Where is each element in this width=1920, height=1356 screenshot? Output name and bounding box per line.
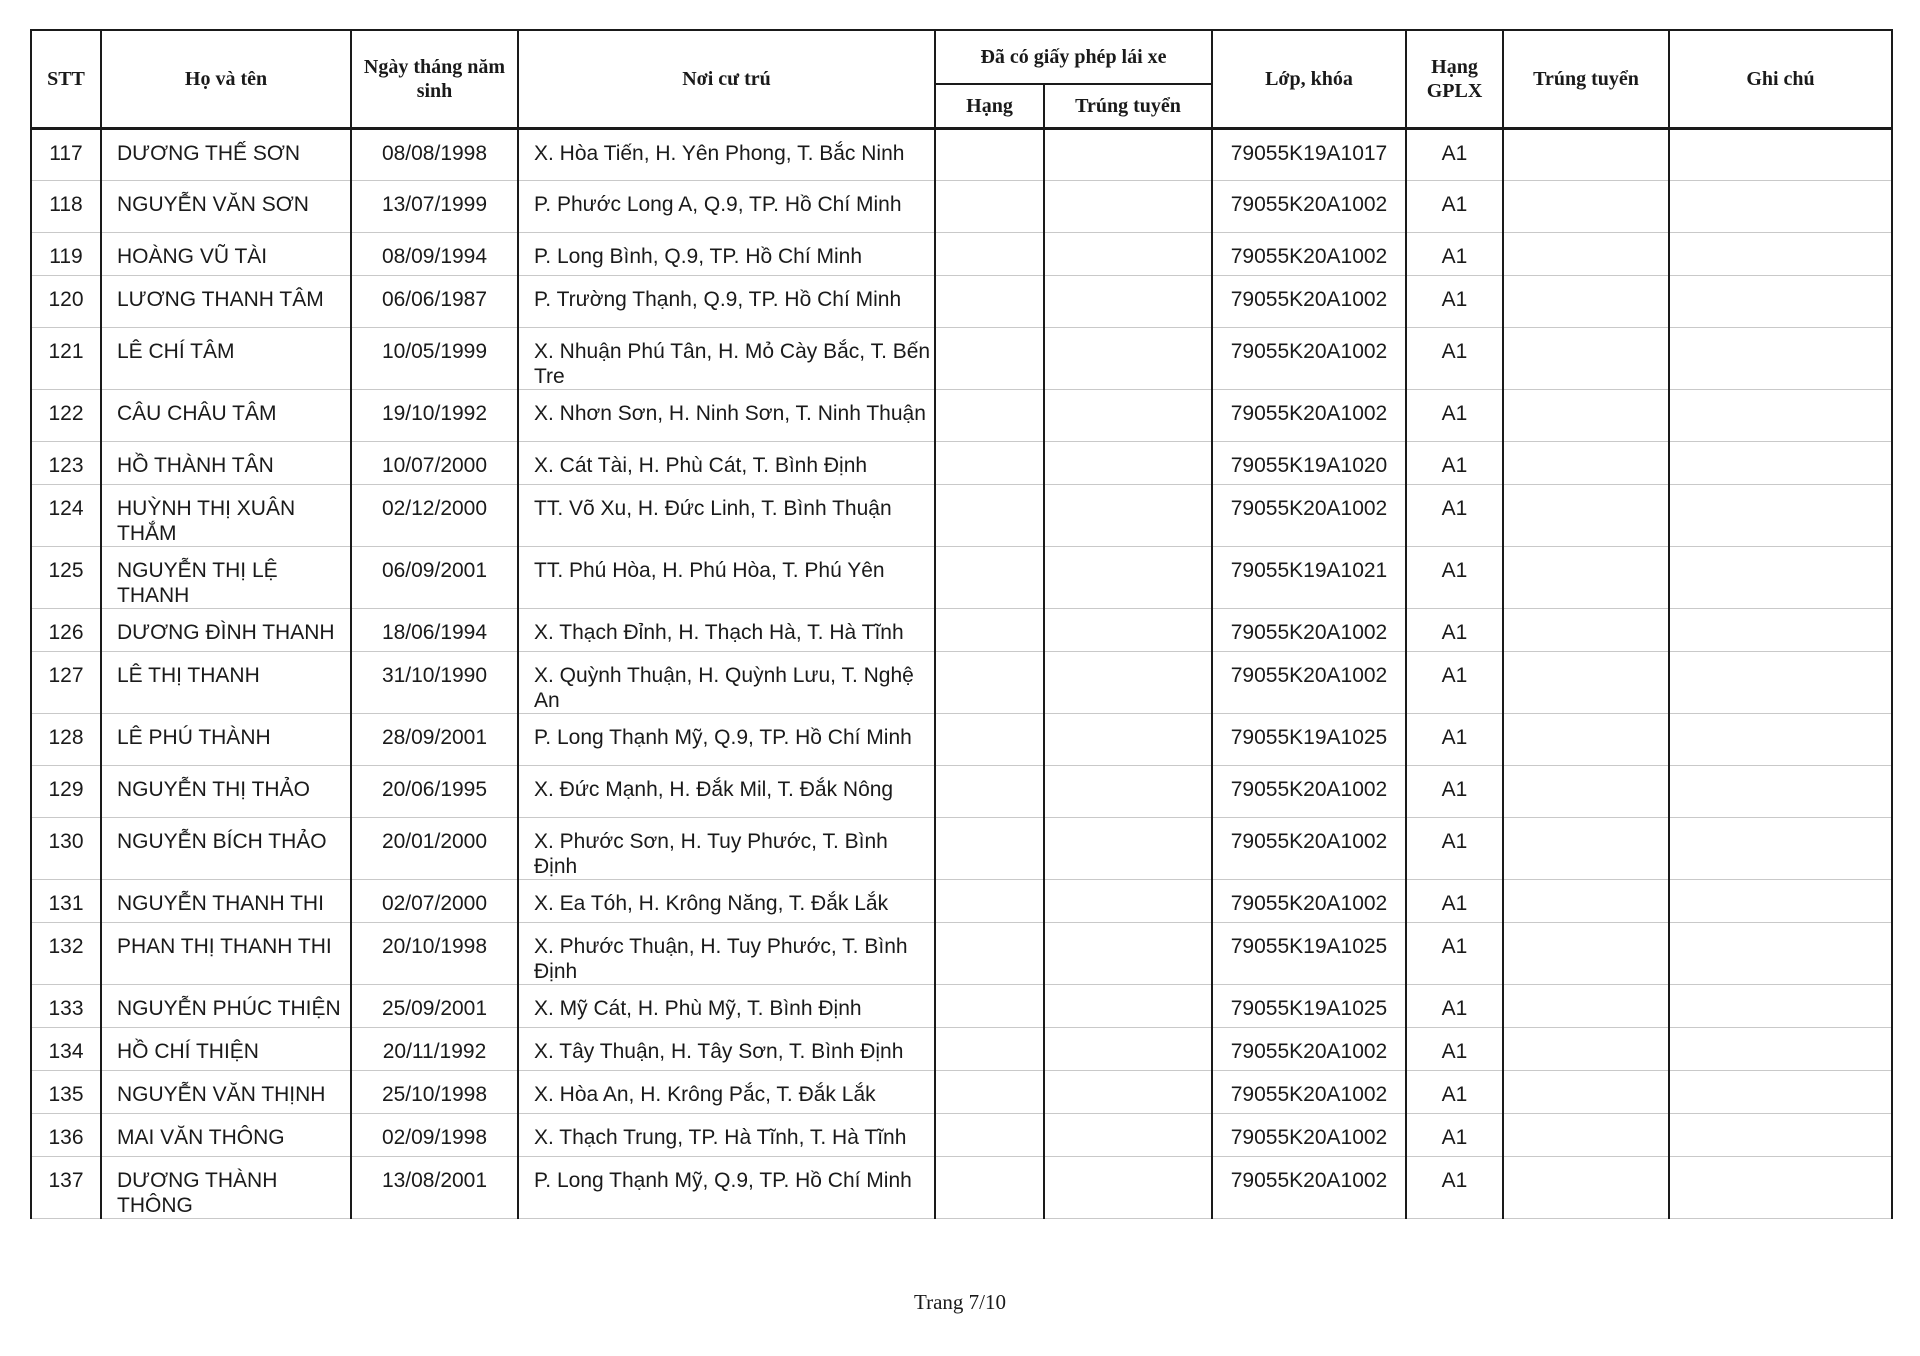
- cell-dob: 20/01/2000: [351, 818, 518, 880]
- cell-notes: [1669, 880, 1892, 923]
- cell-license-pass: [1044, 390, 1212, 442]
- cell-course: 79055K20A1002: [1212, 609, 1406, 652]
- table-row: [31, 880, 1892, 923]
- cell-name: LÊ CHÍ TÂM: [101, 328, 351, 390]
- header-license-class: Hạng: [935, 84, 1044, 129]
- cell-license-class: [935, 485, 1044, 547]
- table-row: [31, 181, 1892, 233]
- cell-passed: [1503, 129, 1669, 181]
- cell-license-class: [935, 233, 1044, 276]
- cell-license-pass: [1044, 714, 1212, 766]
- cell-dob: 28/09/2001: [351, 714, 518, 766]
- cell-license-class: [935, 985, 1044, 1028]
- cell-stt: 121: [31, 328, 101, 390]
- cell-passed: [1503, 818, 1669, 880]
- table-row: [31, 547, 1892, 609]
- cell-license-pass: [1044, 547, 1212, 609]
- cell-license-class: [935, 1028, 1044, 1071]
- cell-gplx: A1: [1406, 609, 1503, 652]
- cell-license-pass: [1044, 1157, 1212, 1219]
- cell-name: NGUYỄN VĂN THỊNH: [101, 1071, 351, 1114]
- cell-name: HỒ THÀNH TÂN: [101, 442, 351, 485]
- cell-license-class: [935, 328, 1044, 390]
- cell-dob: 13/08/2001: [351, 1157, 518, 1219]
- table-row: [31, 276, 1892, 328]
- cell-passed: [1503, 547, 1669, 609]
- cell-stt: 118: [31, 181, 101, 233]
- cell-license-class: [935, 609, 1044, 652]
- cell-name: DƯƠNG THÀNH THÔNG: [101, 1157, 351, 1219]
- table-row: [31, 985, 1892, 1028]
- cell-name: LÊ THỊ THANH: [101, 652, 351, 714]
- cell-license-class: [935, 1071, 1044, 1114]
- cell-license-pass: [1044, 609, 1212, 652]
- header-stt: STT: [31, 30, 101, 129]
- cell-passed: [1503, 390, 1669, 442]
- table-row: [31, 485, 1892, 547]
- cell-gplx: A1: [1406, 766, 1503, 818]
- cell-address: X. Phước Thuận, H. Tuy Phước, T. Bình Định: [518, 923, 935, 985]
- cell-address: X. Nhơn Sơn, H. Ninh Sơn, T. Ninh Thuận: [518, 390, 935, 442]
- cell-name: HOÀNG VŨ TÀI: [101, 233, 351, 276]
- cell-stt: 131: [31, 880, 101, 923]
- cell-stt: 129: [31, 766, 101, 818]
- cell-address: X. Hòa Tiến, H. Yên Phong, T. Bắc Ninh: [518, 129, 935, 181]
- cell-passed: [1503, 766, 1669, 818]
- cell-stt: 135: [31, 1071, 101, 1114]
- cell-name: NGUYỄN THỊ THẢO: [101, 766, 351, 818]
- cell-dob: 06/09/2001: [351, 547, 518, 609]
- cell-address: P. Phước Long A, Q.9, TP. Hồ Chí Minh: [518, 181, 935, 233]
- cell-license-class: [935, 181, 1044, 233]
- cell-license-pass: [1044, 652, 1212, 714]
- cell-course: 79055K19A1017: [1212, 129, 1406, 181]
- cell-stt: 122: [31, 390, 101, 442]
- cell-name: DƯƠNG ĐÌNH THANH: [101, 609, 351, 652]
- cell-gplx: A1: [1406, 328, 1503, 390]
- cell-name: LÊ PHÚ THÀNH: [101, 714, 351, 766]
- header-residence: Nơi cư trú: [518, 30, 935, 129]
- cell-passed: [1503, 985, 1669, 1028]
- cell-dob: 08/09/1994: [351, 233, 518, 276]
- cell-name: CÂU CHÂU TÂM: [101, 390, 351, 442]
- cell-name: NGUYỄN THỊ LỆ THANH: [101, 547, 351, 609]
- table-row: [31, 328, 1892, 390]
- table-row: [31, 233, 1892, 276]
- cell-notes: [1669, 129, 1892, 181]
- cell-stt: 123: [31, 442, 101, 485]
- cell-address: X. Phước Sơn, H. Tuy Phước, T. Bình Định: [518, 818, 935, 880]
- cell-passed: [1503, 181, 1669, 233]
- cell-stt: 137: [31, 1157, 101, 1219]
- cell-license-class: [935, 129, 1044, 181]
- cell-name: DƯƠNG THẾ SƠN: [101, 129, 351, 181]
- cell-passed: [1503, 923, 1669, 985]
- cell-notes: [1669, 328, 1892, 390]
- table-header: [31, 30, 1892, 129]
- cell-address: X. Thạch Đỉnh, H. Thạch Hà, T. Hà Tĩnh: [518, 609, 935, 652]
- header-class-course: Lớp, khóa: [1212, 30, 1406, 129]
- cell-dob: 02/12/2000: [351, 485, 518, 547]
- cell-license-class: [935, 1114, 1044, 1157]
- cell-stt: 125: [31, 547, 101, 609]
- table-row: [31, 923, 1892, 985]
- cell-notes: [1669, 547, 1892, 609]
- cell-passed: [1503, 714, 1669, 766]
- cell-dob: 20/11/1992: [351, 1028, 518, 1071]
- cell-gplx: A1: [1406, 985, 1503, 1028]
- cell-stt: 126: [31, 609, 101, 652]
- table-row: [31, 818, 1892, 880]
- cell-notes: [1669, 276, 1892, 328]
- cell-license-class: [935, 390, 1044, 442]
- cell-dob: 02/09/1998: [351, 1114, 518, 1157]
- cell-license-pass: [1044, 485, 1212, 547]
- cell-stt: 120: [31, 276, 101, 328]
- cell-course: 79055K19A1025: [1212, 923, 1406, 985]
- cell-gplx: A1: [1406, 547, 1503, 609]
- cell-dob: 06/06/1987: [351, 276, 518, 328]
- cell-course: 79055K20A1002: [1212, 818, 1406, 880]
- cell-gplx: A1: [1406, 1114, 1503, 1157]
- cell-name: NGUYỄN PHÚC THIỆN: [101, 985, 351, 1028]
- cell-passed: [1503, 609, 1669, 652]
- cell-license-pass: [1044, 985, 1212, 1028]
- cell-stt: 119: [31, 233, 101, 276]
- cell-address: X. Tây Thuận, H. Tây Sơn, T. Bình Định: [518, 1028, 935, 1071]
- cell-course: 79055K20A1002: [1212, 390, 1406, 442]
- cell-notes: [1669, 652, 1892, 714]
- cell-name: NGUYỄN THANH THI: [101, 880, 351, 923]
- cell-gplx: A1: [1406, 276, 1503, 328]
- cell-notes: [1669, 1071, 1892, 1114]
- cell-dob: 25/10/1998: [351, 1071, 518, 1114]
- cell-address: X. Cát Tài, H. Phù Cát, T. Bình Định: [518, 442, 935, 485]
- cell-course: 79055K19A1021: [1212, 547, 1406, 609]
- table-row: [31, 390, 1892, 442]
- cell-name: LƯƠNG THANH TÂM: [101, 276, 351, 328]
- cell-course: 79055K20A1002: [1212, 328, 1406, 390]
- cell-license-pass: [1044, 923, 1212, 985]
- cell-stt: 128: [31, 714, 101, 766]
- cell-dob: 20/10/1998: [351, 923, 518, 985]
- cell-dob: 10/07/2000: [351, 442, 518, 485]
- cell-name: HỒ CHÍ THIỆN: [101, 1028, 351, 1071]
- cell-address: X. Quỳnh Thuận, H. Quỳnh Lưu, T. Nghệ An: [518, 652, 935, 714]
- cell-course: 79055K20A1002: [1212, 1114, 1406, 1157]
- cell-dob: 13/07/1999: [351, 181, 518, 233]
- cell-course: 79055K20A1002: [1212, 880, 1406, 923]
- table-row: [31, 1028, 1892, 1071]
- cell-license-class: [935, 652, 1044, 714]
- cell-gplx: A1: [1406, 923, 1503, 985]
- cell-gplx: A1: [1406, 1028, 1503, 1071]
- cell-notes: [1669, 1028, 1892, 1071]
- cell-stt: 117: [31, 129, 101, 181]
- cell-license-class: [935, 276, 1044, 328]
- cell-name: HUỲNH THỊ XUÂN THẮM: [101, 485, 351, 547]
- cell-address: P. Long Thạnh Mỹ, Q.9, TP. Hồ Chí Minh: [518, 714, 935, 766]
- cell-gplx: A1: [1406, 442, 1503, 485]
- cell-stt: 132: [31, 923, 101, 985]
- cell-passed: [1503, 1028, 1669, 1071]
- cell-address: P. Long Thạnh Mỹ, Q.9, TP. Hồ Chí Minh: [518, 1157, 935, 1219]
- cell-license-class: [935, 714, 1044, 766]
- header-dob: Ngày tháng năm sinh: [351, 30, 518, 129]
- cell-license-pass: [1044, 442, 1212, 485]
- cell-license-pass: [1044, 880, 1212, 923]
- table-row: [31, 714, 1892, 766]
- header-name: Họ và tên: [101, 30, 351, 129]
- cell-course: 79055K19A1025: [1212, 985, 1406, 1028]
- cell-license-class: [935, 766, 1044, 818]
- cell-course: 79055K20A1002: [1212, 485, 1406, 547]
- cell-notes: [1669, 818, 1892, 880]
- cell-address: X. Thạch Trung, TP. Hà Tĩnh, T. Hà Tĩnh: [518, 1114, 935, 1157]
- cell-notes: [1669, 181, 1892, 233]
- cell-notes: [1669, 1157, 1892, 1219]
- cell-course: 79055K20A1002: [1212, 1028, 1406, 1071]
- cell-dob: 10/05/1999: [351, 328, 518, 390]
- header-notes: Ghi chú: [1669, 30, 1892, 129]
- table-row: [31, 1114, 1892, 1157]
- cell-notes: [1669, 1114, 1892, 1157]
- cell-notes: [1669, 390, 1892, 442]
- cell-passed: [1503, 442, 1669, 485]
- cell-gplx: A1: [1406, 233, 1503, 276]
- cell-license-pass: [1044, 328, 1212, 390]
- cell-course: 79055K20A1002: [1212, 1157, 1406, 1219]
- cell-license-pass: [1044, 1071, 1212, 1114]
- cell-gplx: A1: [1406, 1071, 1503, 1114]
- cell-name: PHAN THỊ THANH THI: [101, 923, 351, 985]
- cell-address: X. Đức Mạnh, H. Đắk Mil, T. Đắk Nông: [518, 766, 935, 818]
- cell-notes: [1669, 233, 1892, 276]
- cell-gplx: A1: [1406, 880, 1503, 923]
- cell-license-class: [935, 442, 1044, 485]
- cell-address: X. Mỹ Cát, H. Phù Mỹ, T. Bình Định: [518, 985, 935, 1028]
- cell-dob: 02/07/2000: [351, 880, 518, 923]
- cell-license-pass: [1044, 129, 1212, 181]
- cell-course: 79055K20A1002: [1212, 1071, 1406, 1114]
- cell-notes: [1669, 609, 1892, 652]
- cell-gplx: A1: [1406, 1157, 1503, 1219]
- cell-stt: 124: [31, 485, 101, 547]
- cell-dob: 20/06/1995: [351, 766, 518, 818]
- cell-passed: [1503, 276, 1669, 328]
- cell-license-pass: [1044, 818, 1212, 880]
- table-row: [31, 652, 1892, 714]
- cell-stt: 127: [31, 652, 101, 714]
- cell-license-class: [935, 923, 1044, 985]
- table-body: [31, 129, 1892, 1219]
- cell-name: MAI VĂN THÔNG: [101, 1114, 351, 1157]
- cell-passed: [1503, 233, 1669, 276]
- cell-stt: 130: [31, 818, 101, 880]
- cell-passed: [1503, 328, 1669, 390]
- cell-stt: 136: [31, 1114, 101, 1157]
- cell-gplx: A1: [1406, 181, 1503, 233]
- cell-name: NGUYỄN VĂN SƠN: [101, 181, 351, 233]
- cell-dob: 31/10/1990: [351, 652, 518, 714]
- cell-stt: 134: [31, 1028, 101, 1071]
- table-row: [31, 609, 1892, 652]
- cell-notes: [1669, 442, 1892, 485]
- cell-course: 79055K20A1002: [1212, 276, 1406, 328]
- cell-license-pass: [1044, 276, 1212, 328]
- cell-name: NGUYỄN BÍCH THẢO: [101, 818, 351, 880]
- cell-passed: [1503, 1071, 1669, 1114]
- cell-passed: [1503, 880, 1669, 923]
- cell-gplx: A1: [1406, 652, 1503, 714]
- cell-address: X. Ea Tóh, H. Krông Năng, T. Đắk Lắk: [518, 880, 935, 923]
- cell-dob: 18/06/1994: [351, 609, 518, 652]
- cell-gplx: A1: [1406, 818, 1503, 880]
- header-license-pass: Trúng tuyển: [1044, 84, 1212, 129]
- cell-dob: 08/08/1998: [351, 129, 518, 181]
- table-row: [31, 766, 1892, 818]
- cell-gplx: A1: [1406, 129, 1503, 181]
- cell-license-class: [935, 880, 1044, 923]
- cell-gplx: A1: [1406, 390, 1503, 442]
- cell-dob: 25/09/2001: [351, 985, 518, 1028]
- header-gplx-class: Hạng GPLX: [1406, 30, 1503, 129]
- table-row: [31, 442, 1892, 485]
- cell-address: P. Long Bình, Q.9, TP. Hồ Chí Minh: [518, 233, 935, 276]
- cell-passed: [1503, 485, 1669, 547]
- cell-notes: [1669, 766, 1892, 818]
- cell-address: X. Hòa An, H. Krông Pắc, T. Đắk Lắk: [518, 1071, 935, 1114]
- cell-notes: [1669, 714, 1892, 766]
- cell-license-class: [935, 818, 1044, 880]
- cell-course: 79055K20A1002: [1212, 766, 1406, 818]
- cell-address: TT. Phú Hòa, H. Phú Hòa, T. Phú Yên: [518, 547, 935, 609]
- cell-course: 79055K20A1002: [1212, 181, 1406, 233]
- cell-course: 79055K20A1002: [1212, 652, 1406, 714]
- cell-gplx: A1: [1406, 714, 1503, 766]
- table-row: [31, 129, 1892, 181]
- cell-address: X. Nhuận Phú Tân, H. Mỏ Cày Bắc, T. Bến Tre: [518, 328, 935, 390]
- cell-notes: [1669, 485, 1892, 547]
- cell-passed: [1503, 652, 1669, 714]
- cell-license-pass: [1044, 181, 1212, 233]
- cell-notes: [1669, 985, 1892, 1028]
- table-row: [31, 1157, 1892, 1219]
- cell-gplx: A1: [1406, 485, 1503, 547]
- table-row: [31, 1071, 1892, 1114]
- cell-passed: [1503, 1157, 1669, 1219]
- candidate-table: [30, 29, 1893, 1219]
- cell-course: 79055K20A1002: [1212, 233, 1406, 276]
- cell-license-class: [935, 547, 1044, 609]
- cell-passed: [1503, 1114, 1669, 1157]
- cell-license-pass: [1044, 1114, 1212, 1157]
- cell-license-pass: [1044, 233, 1212, 276]
- cell-stt: 133: [31, 985, 101, 1028]
- cell-course: 79055K19A1020: [1212, 442, 1406, 485]
- cell-notes: [1669, 923, 1892, 985]
- cell-license-pass: [1044, 766, 1212, 818]
- page-number: Trang 7/10: [914, 1290, 1006, 1314]
- header-license-group: Đã có giấy phép lái xe: [935, 30, 1212, 84]
- cell-dob: 19/10/1992: [351, 390, 518, 442]
- cell-address: P. Trường Thạnh, Q.9, TP. Hồ Chí Minh: [518, 276, 935, 328]
- cell-license-class: [935, 1157, 1044, 1219]
- cell-address: TT. Võ Xu, H. Đức Linh, T. Bình Thuận: [518, 485, 935, 547]
- cell-course: 79055K19A1025: [1212, 714, 1406, 766]
- header-passed: Trúng tuyển: [1503, 30, 1669, 129]
- cell-license-pass: [1044, 1028, 1212, 1071]
